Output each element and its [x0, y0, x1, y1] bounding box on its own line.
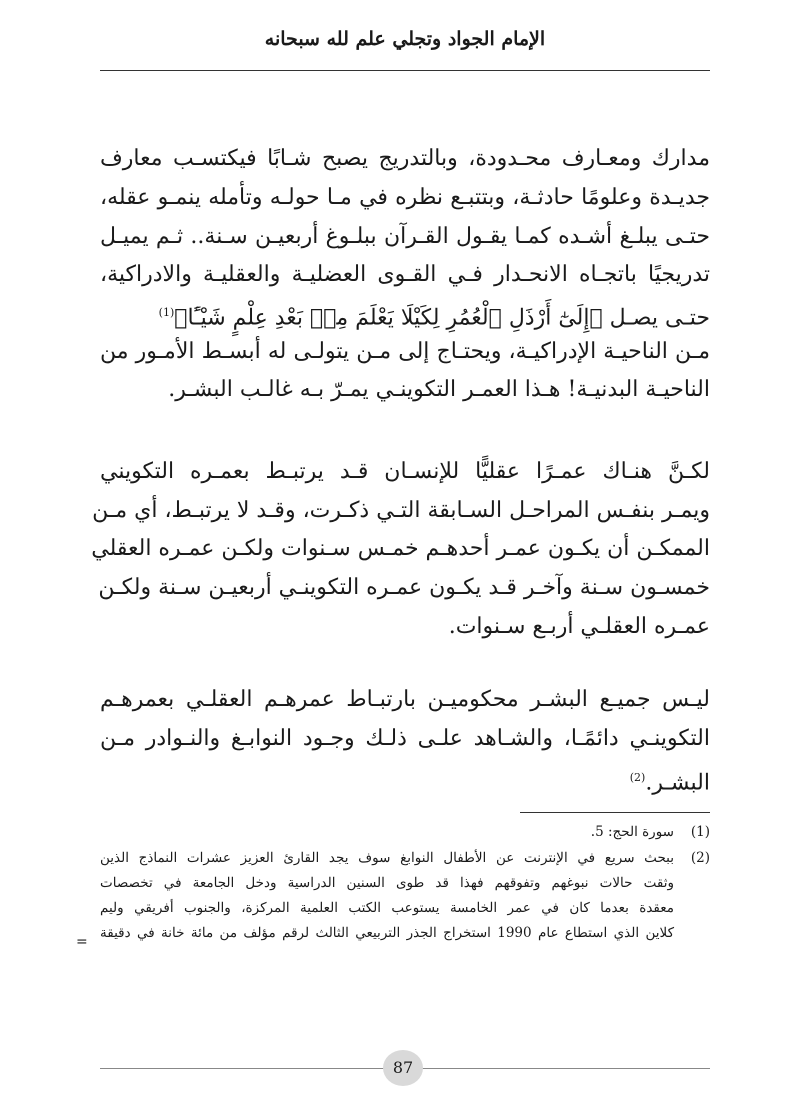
body-line-quran — [100, 294, 710, 332]
header-rule — [100, 70, 710, 71]
body-line: مدارك ومعـارف محـدودة، وبالتدريج يصبح شـابًا فيكتسـب معارف — [100, 146, 710, 171]
footnote-ref[interactable]: (2) — [629, 771, 646, 784]
body-line: مـن الناحيـة الإدراكيـة، ويحتـاج إلى مـن يتولـى له أبسـط الأمـور من — [100, 339, 710, 364]
body-line: ويمـر بنفـس المراحـل السـابقة التـي ذكـرت، وقـد لا يرتبـط، أي مـن — [92, 498, 710, 523]
footnote-line: كلاين الذي استطاع عام 1990 استخراج الجذر التربيعي الثالث لرقم مؤلف من مائة خانة في دقيقة — [100, 925, 674, 941]
footnote-line: وثقت حالات نبوغهم وتفوقهم فهذا قد طوى السنين الدراسية ودخل الجامعة في تخصصات — [100, 875, 674, 891]
body-line: خمسـون سـنة وآخـر قـد يكـون عمـره التكوينـي أربعيـن سـنة ولكـن — [98, 575, 710, 600]
footnote-1 — [100, 820, 710, 845]
body-line: ليـس جميـع البشـر محكوميـن بارتبـاط عمرهـم العقلـي بعمرهـم — [100, 687, 710, 712]
footnote-text: سورة الحج: 5. — [590, 824, 674, 840]
body-line: تدريجيًا باتجـاه الانحـدار فـي القـوى العضليـة والعقليـة والادراكية، — [100, 262, 710, 287]
body-line: عمـره العقلـي أربـع سـنوات. — [448, 614, 710, 639]
body-line: جديـدة وعلومًا حادثـة، وبتتبـع نظره في مـا حولـه وتأمله ينمـو عقله، — [100, 185, 710, 210]
body-line: التكوينـي دائمًـا، والشـاهد علـى ذلـك وجـود النوابـغ والنـوادر مـن — [100, 726, 710, 751]
body-line: لكـنَّ هنـاك عمـرًا عقليًّا للإنسـان قـد يرتبـط بعمـره التكويني — [100, 459, 710, 484]
body-line: الناحيـة البدنيـة! هـذا العمـر التكوينـي يمـرّ بـه غالـب البشـر. — [168, 377, 710, 402]
footnote-text: ببحث سريع في الإنترنت عن الأطفال النوابغ سوف يجد القارئ العزيز عشرات النماذج الذين — [100, 850, 674, 866]
quran-verse: حتـى يصـل ﴿إِلَىٰٓ أَرْذَلِ ٱلْعُمُرِ لِكَيْلَا يَعْلَمَ مِنۢ بَعْدِ عِلْمٍ شَيْـًٔا﴾ — [174, 305, 710, 331]
running-header: الإمام الجواد وتجلي علم لله سبحانه — [264, 28, 546, 50]
continuation-mark: = — [76, 934, 88, 950]
body-line — [100, 759, 710, 797]
body-line: حتـى يبلـغ أشـده كمـا يقـول القـرآن ببلـوغ أربعيـن سـنة.. ثـم يميـل — [100, 224, 710, 249]
body-line: الممكـن أن يكـون عمـر أحدهـم خمـس سـنوات ولكـن عمـره العقلي — [91, 536, 710, 561]
footnote-number: (1) — [690, 824, 710, 840]
footnote-ref[interactable]: (1) — [158, 306, 175, 319]
footnote-line: معقدة بعدما كان في عمر الخامسة يستوعب الكتب العلمية المركزة، والجنوب أفريقي وليم — [100, 900, 674, 916]
footnote-rule — [520, 812, 710, 813]
body-text: البشـر. — [645, 770, 710, 796]
footnote-number: (2) — [690, 850, 710, 866]
footnote-2 — [100, 846, 710, 871]
page-number: 87 — [383, 1050, 423, 1086]
